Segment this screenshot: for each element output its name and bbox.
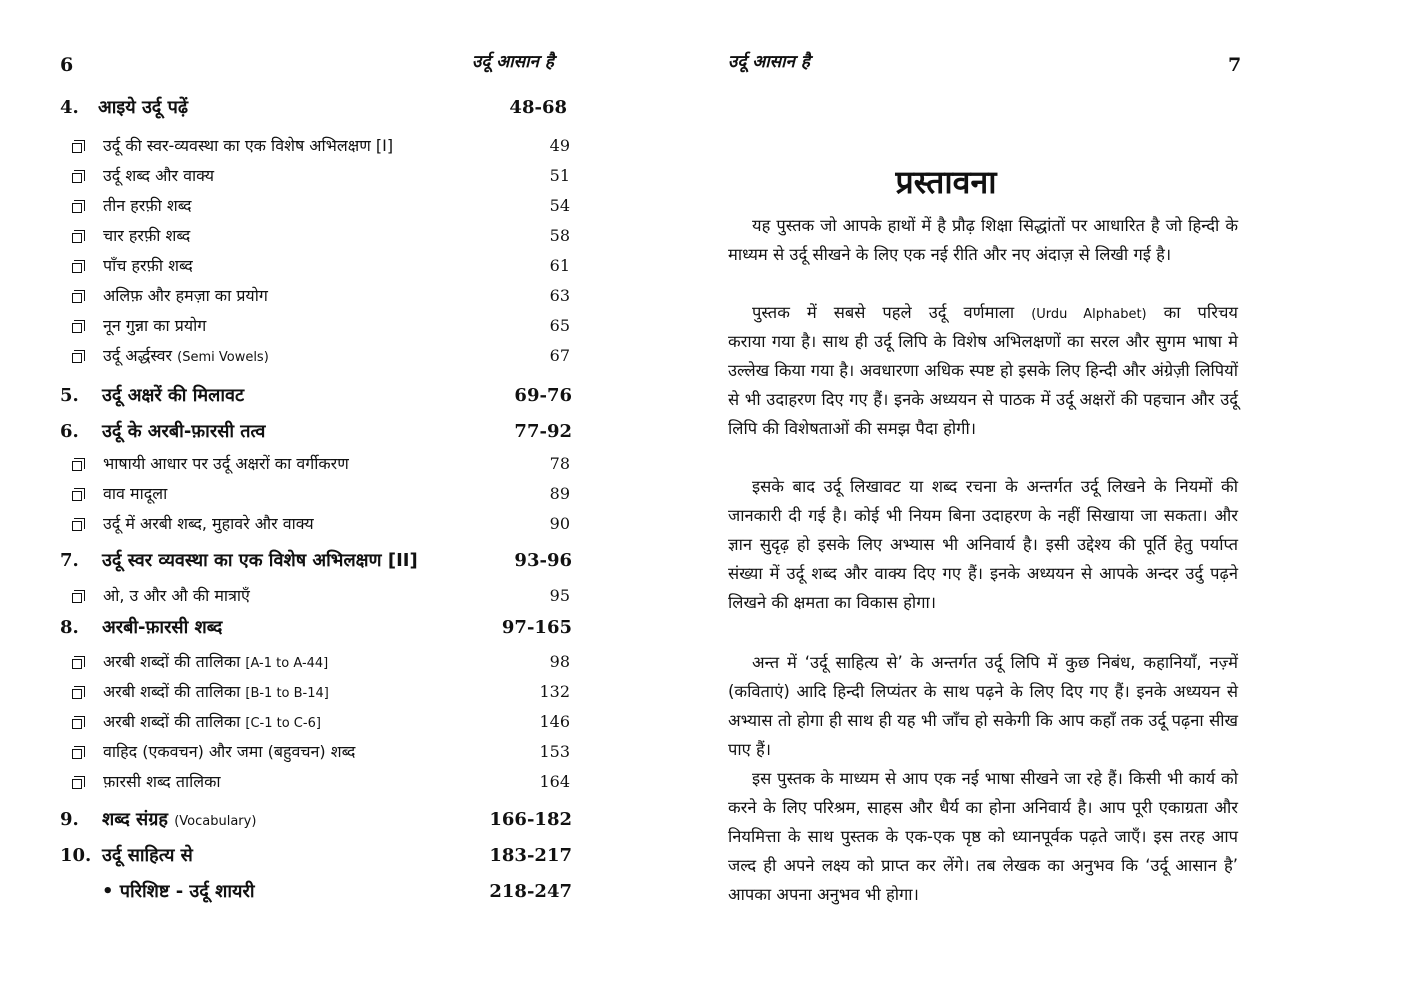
section-title: उर्दू अक्षरें की मिलावट — [102, 385, 245, 406]
section-range: 69-76 — [514, 385, 572, 406]
item-label: चार हरफ़ी शब्द — [103, 226, 191, 245]
item-label: अरबी शब्दों की तालिका [B-1 to B-14] — [103, 682, 329, 701]
toc-item — [72, 223, 570, 249]
item-label: फ़ारसी शब्द तालिका — [103, 772, 221, 791]
section-title: अरबी-फ़ारसी शब्द — [102, 617, 223, 638]
item-label: उर्दू की स्वर-व्यवस्था का एक विशेष अभिलक्षण [I] — [103, 136, 394, 155]
page-title: प्रस्तावना — [895, 163, 997, 201]
checkbox-bullet-icon — [72, 749, 82, 759]
toc-item — [72, 583, 570, 609]
toc-item — [72, 343, 570, 369]
toc-section — [60, 614, 572, 642]
right-page — [701, 0, 1403, 992]
item-page: 63 — [549, 286, 570, 305]
section-title: आइये उर्दू पढ़ें — [98, 97, 188, 118]
toc-item — [72, 451, 570, 477]
item-page: 164 — [539, 772, 570, 791]
section-range: 166-182 — [489, 809, 572, 830]
item-page: 132 — [539, 682, 570, 701]
toc-item — [72, 739, 570, 765]
toc-section — [60, 418, 572, 446]
checkbox-bullet-icon — [72, 461, 82, 471]
toc-section — [60, 806, 572, 834]
item-page: 78 — [549, 454, 570, 473]
toc-section — [60, 94, 572, 122]
item-label: वाव मादूला — [103, 484, 168, 503]
item-page: 49 — [549, 136, 570, 155]
checkbox-bullet-icon — [72, 263, 82, 273]
item-label: वाहिद (एकवचन) और जमा (बहुवचन) शब्द — [103, 742, 356, 761]
item-label: अरबी शब्दों की तालिका [A-1 to A-44] — [103, 652, 329, 671]
section-number: 5. — [60, 385, 79, 406]
toc-item — [72, 193, 570, 219]
checkbox-bullet-icon — [72, 779, 82, 789]
section-range: 183-217 — [489, 845, 572, 866]
section-title: उर्दू स्वर व्यवस्था का एक विशेष अभिलक्षण [II] — [102, 550, 418, 571]
item-page: 61 — [549, 256, 570, 275]
item-page: 153 — [539, 742, 570, 761]
checkbox-bullet-icon — [72, 173, 82, 183]
checkbox-bullet-icon — [72, 491, 82, 501]
toc-item — [72, 679, 570, 705]
item-page: 89 — [549, 484, 570, 503]
checkbox-bullet-icon — [72, 203, 82, 213]
toc-item — [72, 649, 570, 675]
paragraph: कराया गया है। साथ ही उर्दू लिपि के विशेष अभिलक्षणों का सरल और सुगम भाषा मे उल्लेख किया गया है। अवधारणा अधिक स्पष्ट हो इसके लिए हिन्दी और अंग्रेज़ी लिपियों से भी उदाहरण दिए गए हैं। इनके अध्ययन से पाठक में उर्दू अक्षरों की पहचान और उर्दू लिपि की विशेषताओं की समझ पैदा होगी। — [728, 332, 1238, 438]
checkbox-bullet-icon — [72, 143, 82, 153]
left-page — [0, 0, 701, 992]
section-range: 97-165 — [501, 617, 572, 638]
paragraph: इस पुस्तक के माध्यम से आप एक नई भाषा सीखने जा रहे हैं। किसी भी कार्य को करने के लिए परिश्रम, साहस और धैर्य का होना अनिवार्य है। आप पूरी एकाग्रता और नियमित्ता के साथ पुस्तक के एक-एक पृष्ठ को ध्यानपूर्वक पढ़ते जाएँ। इस तरह आप जल्द ही अपने लक्ष्य को प्राप्त कर लेंगे। तब लेखक का अनुभव कि ‘उर्दू आसान है’ आपका अपना अनुभव भी होगा। — [728, 769, 1238, 904]
checkbox-bullet-icon — [72, 689, 82, 699]
toc-section — [60, 842, 572, 870]
toc-item — [72, 481, 570, 507]
section-title: उर्दू के अरबी-फ़ारसी तत्व — [102, 421, 266, 442]
item-page: 146 — [539, 712, 570, 731]
toc-item — [72, 283, 570, 309]
section-number: 4. — [60, 97, 79, 118]
checkbox-bullet-icon — [72, 521, 82, 531]
toc-section — [60, 382, 572, 410]
appendix-title: • परिशिष्ट - उर्दू शायरी — [102, 881, 255, 902]
section-title: उर्दू साहित्य से — [102, 845, 193, 866]
toc-item — [72, 163, 570, 189]
item-label: उर्दू अर्द्धस्वर (Semi Vowels) — [103, 346, 269, 365]
section-number: 6. — [60, 421, 79, 442]
toc-section — [60, 547, 572, 575]
section-range: 93-96 — [514, 550, 572, 571]
item-label: ओ, उ और औ की मात्राएँ — [103, 586, 250, 605]
section-range: 48-68 — [509, 97, 567, 118]
item-label: उर्दू में अरबी शब्द, मुहावरे और वाक्य — [103, 514, 314, 533]
item-label: पाँच हरफ़ी शब्द — [103, 256, 193, 275]
section-title: शब्द संग्रह (Vocabulary) — [102, 809, 257, 830]
section-number: 9. — [60, 809, 79, 830]
checkbox-bullet-icon — [72, 719, 82, 729]
item-page: 51 — [549, 166, 570, 185]
section-range: 218-247 — [489, 881, 572, 902]
toc-item — [72, 313, 570, 339]
toc-item — [72, 253, 570, 279]
item-page: 67 — [549, 346, 570, 365]
page-number: 7 — [1228, 54, 1242, 76]
item-label: तीन हरफ़ी शब्द — [103, 196, 192, 215]
item-page: 58 — [549, 226, 570, 245]
paragraph: अन्त में ‘उर्दू साहित्य से’ के अन्तर्गत उर्दू लिपि में कुछ निबंध, कहानियाँ, नज़्में (कविताएं) आदि हिन्दी लिप्यंतर के साथ पढ़ने के लिए दिए गए हैं। इनके अध्ययन से अभ्यास तो होगा ही साथ ही यह भी जाँच हो सकेगी कि आप कहाँ तक उर्दू पढ़ना सीख पाए हैं। — [728, 653, 1238, 759]
checkbox-bullet-icon — [72, 593, 82, 603]
item-label: उर्दू शब्द और वाक्य — [103, 166, 215, 185]
page-number: 6 — [60, 54, 74, 76]
item-page: 98 — [549, 652, 570, 671]
toc-item — [72, 769, 570, 795]
checkbox-bullet-icon — [72, 323, 82, 333]
item-page: 90 — [549, 514, 570, 533]
toc-item — [72, 709, 570, 735]
section-number: 7. — [60, 550, 79, 571]
item-label: भाषायी आधार पर उर्दू अक्षरों का वर्गीकरण — [103, 454, 349, 473]
checkbox-bullet-icon — [72, 353, 82, 363]
paragraph-lead: पुस्तक में सबसे पहले उर्दू वर्णमाला (Urdu Alphabet) का परिचय — [752, 303, 1238, 322]
item-page: 54 — [549, 196, 570, 215]
item-label: अलिफ़ और हमज़ा का प्रयोग — [103, 286, 268, 305]
item-page: 95 — [549, 586, 570, 605]
checkbox-bullet-icon — [72, 233, 82, 243]
toc-item — [72, 133, 570, 159]
item-page: 65 — [549, 316, 570, 335]
running-head: उर्दू आसान है — [472, 52, 554, 72]
toc-section — [60, 878, 572, 906]
paragraph: इसके बाद उर्दू लिखावट या शब्द रचना के अन्तर्गत उर्दू लिखने के नियमों की जानकारी दी गई है। कोई भी नियम बिना उदाहरण के नहीं सिखाया जा सकता। और ज्ञान सुदृढ़ हो इसके लिए अभ्यास भी अनिवार्य है। इसी उद्देश्य की पूर्ति हेतु पर्याप्त संख्या में उर्दू शब्द और वाक्य दिए गए हैं। इनके अध्ययन से आपके अन्दर उर्दु पढ़ने लिखने की क्षमता का विकास होगा। — [728, 477, 1238, 612]
paragraph: यह पुस्तक जो आपके हाथों में है प्रौढ़ शिक्षा सिद्धांतों पर आधारित है जो हिन्दी के माध्यम से उर्दू सीखने के लिए एक नई रीति और नए अंदाज़ से लिखी गई है। — [728, 216, 1238, 264]
section-range: 77-92 — [514, 421, 572, 442]
running-head: उर्दू आसान है — [728, 52, 810, 72]
toc-item — [72, 511, 570, 537]
item-label: नून गुन्ना का प्रयोग — [103, 316, 207, 335]
section-number: 8. — [60, 617, 79, 638]
checkbox-bullet-icon — [72, 293, 82, 303]
item-label: अरबी शब्दों की तालिका [C-1 to C-6] — [103, 712, 321, 731]
section-number: 10. — [60, 845, 92, 866]
checkbox-bullet-icon — [72, 659, 82, 669]
